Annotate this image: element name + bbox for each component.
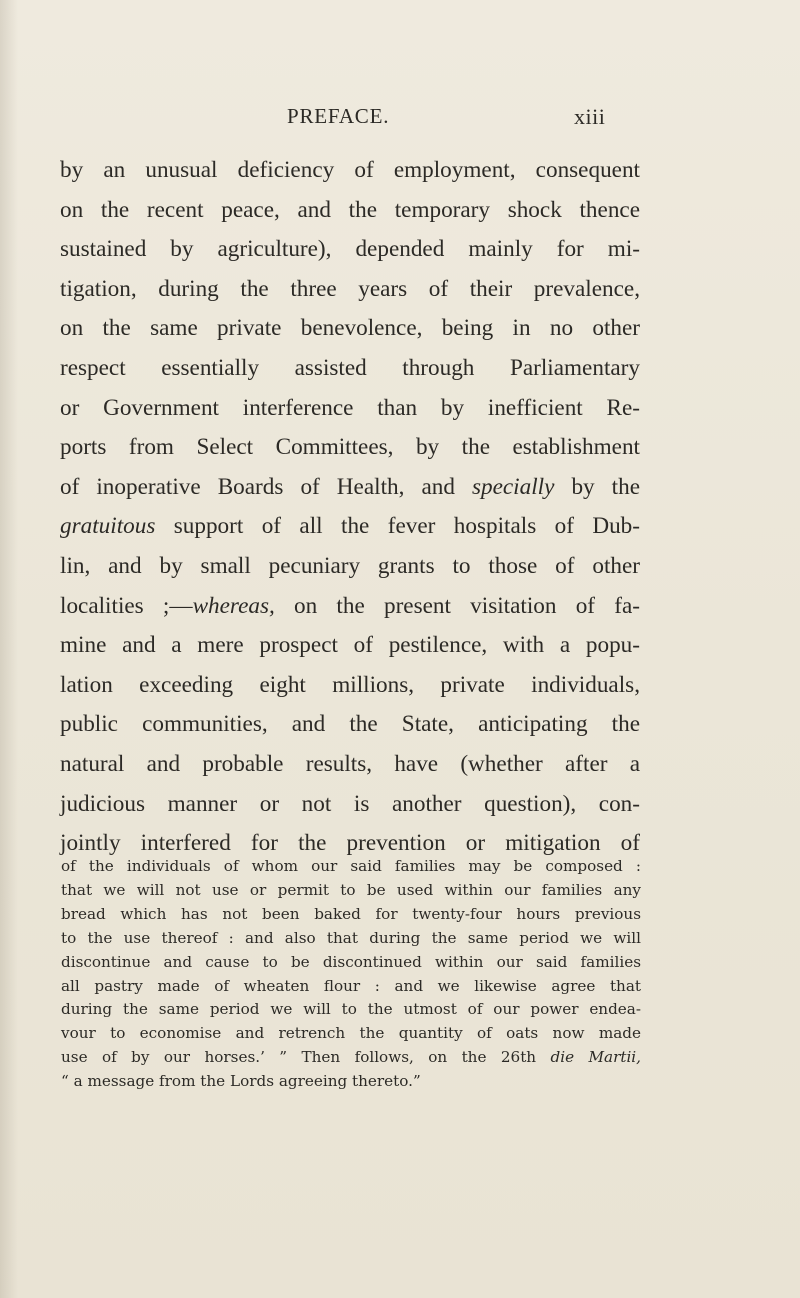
- footnote-line: discontinue and cause to be discontinued within our said families: [61, 952, 641, 971]
- text-run: of inoperative Boards of Health, and: [60, 473, 472, 500]
- body-line: [60, 468, 640, 508]
- body-line: sustained by agriculture), depended mainly for mi-: [60, 236, 640, 263]
- body-line: mine and a mere prospect of pestilence, with a popu-: [60, 632, 640, 659]
- text-run: support of all the fever hospitals of Dub-: [155, 513, 640, 540]
- footnote-line: “ a message from the Lords agreeing thereto.”: [61, 1072, 421, 1091]
- footnote-line: during the same period we will to the utmost of our power endea-: [61, 1000, 641, 1019]
- footnote-line: all pastry made of wheaten flour : and we likewise agree that: [61, 976, 641, 995]
- body-line: or Government interference than by inefficient Re-: [60, 394, 640, 421]
- body-line: lation exceeding eight millions, private individuals,: [60, 671, 640, 698]
- body-line: respect essentially assisted through Parliamentary: [60, 354, 640, 381]
- footnote-line: of the individuals of whom our said families may be composed :: [61, 857, 641, 875]
- body-line: jointly interfered for the prevention or mitigation of: [60, 830, 640, 857]
- body-paragraph: [60, 151, 640, 864]
- body-line: public communities, and the State, anticipating the: [60, 711, 640, 738]
- text-run: localities ;—: [60, 592, 193, 619]
- body-line: ports from Select Committees, by the establishment: [60, 434, 640, 461]
- page-number: xiii: [574, 104, 606, 129]
- body-line: natural and probable results, have (whether after a: [60, 750, 640, 777]
- footnote-line: [61, 1046, 641, 1070]
- body-line: on the recent peace, and the temporary shock thence: [60, 196, 640, 223]
- footnote-line: to the use thereof : and also that during the same period we will: [61, 928, 641, 947]
- footnote-block: [61, 855, 641, 1094]
- footnote-line: bread which has not been baked for twenty-four hours previous: [61, 904, 641, 923]
- page-edge-shadow: [0, 0, 18, 1298]
- italic-text: whereas,: [192, 592, 275, 619]
- page-header: [0, 104, 800, 134]
- text-run: use of by our horses.’ ” Then follows, on the 26th: [61, 1048, 551, 1067]
- body-line: by an unusual deficiency of employment, consequent: [60, 157, 640, 183]
- italic-text: gratuitous: [60, 513, 156, 540]
- text-run: on the present visitation of fa-: [274, 592, 640, 619]
- body-line: [60, 507, 640, 547]
- footnote-line: vour to economise and retrench the quantity of oats now made: [61, 1024, 641, 1043]
- footnote-line: that we will not use or permit to be used within our families any: [61, 880, 641, 899]
- italic-text: specially: [471, 473, 555, 500]
- running-head: PREFACE.: [287, 104, 390, 128]
- body-line: [60, 587, 640, 627]
- text-run: by the: [554, 473, 641, 500]
- body-line: tigation, during the three years of their prevalence,: [60, 275, 640, 302]
- italic-text: die Martii,: [550, 1048, 641, 1067]
- body-line: judicious manner or not is another question), con-: [60, 790, 640, 817]
- body-line: on the same private benevolence, being in no other: [60, 315, 640, 342]
- body-line: lin, and by small pecuniary grants to those of other: [60, 552, 640, 579]
